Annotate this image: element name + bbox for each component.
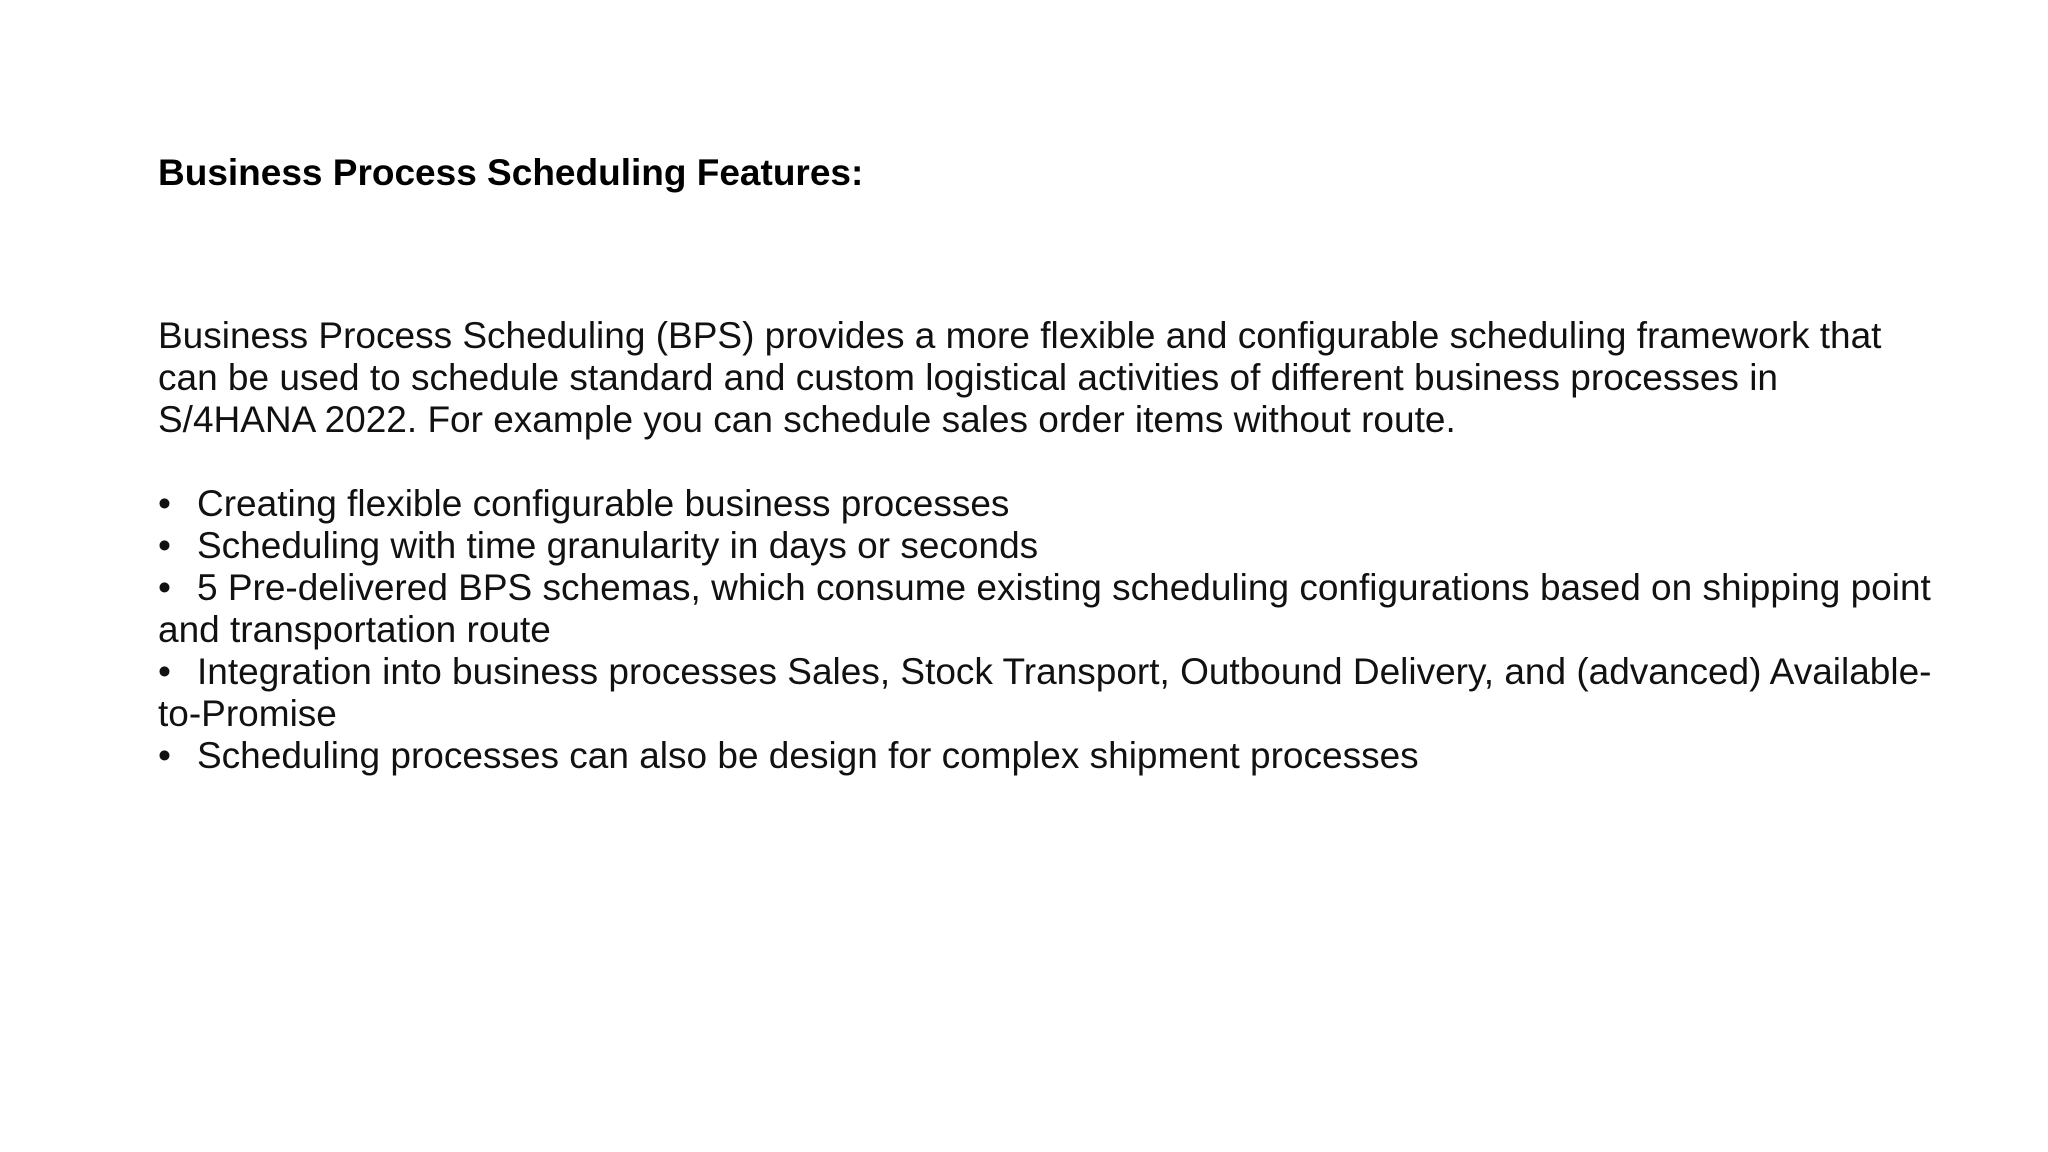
slide-body (158, 315, 1938, 777)
feature-text: Integration into business processes Sales, Stock Transport, Outbound Delivery, and (advanced) Available-to-Promise (158, 651, 1932, 734)
bullet-icon: • (158, 651, 171, 692)
feature-text: Creating flexible configurable business processes (197, 483, 1010, 524)
bullet-icon: • (158, 483, 171, 524)
feature-list (158, 483, 1938, 777)
bullet-icon: • (158, 525, 171, 566)
bullet-icon: • (158, 735, 171, 776)
intro-paragraph: Business Process Scheduling (BPS) provides a more flexible and configurable scheduling framework that can be used to schedule standard and custom logistical activities of different business processes in S/4HANA 2022. For example you can schedule sales order items without route. (158, 315, 1882, 440)
feature-text: Scheduling processes can also be design for complex shipment processes (197, 735, 1419, 776)
feature-item (158, 525, 1938, 567)
slide-title: Business Process Scheduling Features: (158, 152, 864, 193)
feature-text: Scheduling with time granularity in days or seconds (197, 525, 1039, 566)
feature-text: 5 Pre-delivered BPS schemas, which consume existing scheduling configurations based on shipping point and transportation route (158, 567, 1931, 650)
feature-item (158, 567, 1938, 651)
feature-item (158, 735, 1938, 777)
feature-item (158, 483, 1938, 525)
bullet-icon: • (158, 567, 171, 608)
feature-item (158, 651, 1938, 735)
